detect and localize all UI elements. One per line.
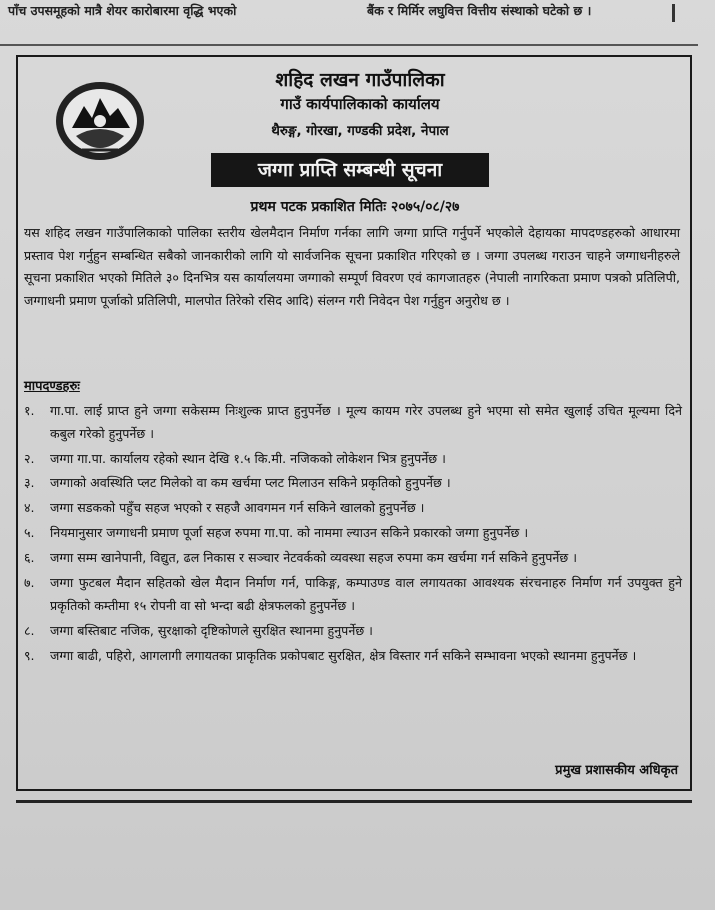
criteria-number: ३. bbox=[24, 475, 35, 491]
previous-article-strip bbox=[0, 0, 715, 34]
criteria-list bbox=[24, 400, 682, 669]
municipality-name: शहिद लखन गाउँपालिका bbox=[275, 69, 445, 91]
nepal-emblem-icon bbox=[52, 78, 148, 164]
criteria-item bbox=[24, 645, 682, 668]
criteria-text: नियमानुसार जग्गाधनी प्रमाण पूर्जा सहज रुपमा गा.पा. को नाममा ल्याउन सकिने प्रकारको जग्गा हुनुपर्नेछ । bbox=[50, 525, 529, 541]
notice-title: जग्गा प्राप्ति सम्बन्धी सूचना bbox=[211, 153, 489, 187]
criteria-number: २. bbox=[24, 450, 35, 466]
criteria-text: जग्गा गा.पा. कार्यालय रहेको स्थान देखि १.५ कि.मी. नजिकको लोकेशन भित्र हुनुपर्नेछ । bbox=[50, 450, 446, 466]
criteria-heading: मापदण्डहरुः bbox=[24, 379, 80, 394]
criteria-number: ५. bbox=[24, 525, 35, 541]
criteria-item bbox=[24, 522, 682, 545]
criteria-text: गा.पा. लाई प्राप्त हुने जग्गा सकेसम्म निःशुल्क प्राप्त हुनुपर्नेछ । मूल्य कायम गरेर उपलब्ध हुने भएमा सो समेत खुलाई उचित मूल्यमा दिने कबुल गरेको हुनुपर्नेछ । bbox=[50, 403, 682, 441]
criteria-text: जग्गा बाढी, पहिरो, आगलागी लगायतका प्राकृतिक प्रकोपबाट सुरक्षित, क्षेत्र विस्तार गर्न सकिने सम्भावना भएको स्थानमा हुनुपर्नेछ । bbox=[50, 647, 637, 663]
previous-article-text-left: पाँच उपसमूहको मात्रै शेयर कारोबारमा वृद्धि भएको bbox=[8, 3, 237, 18]
notice-body: यस शहिद लखन गाउँपालिकाको पालिका स्तरीय खेलमैदान निर्माण गर्नका लागि जग्गा प्राप्ति गर्नुपर्ने भएकोले देहायका मापदण्डहरुको आधारमा प्रस्ताव पेश गर्नुहुन सम्बन्धित सबैको जानकारीको लागि यो सार्वजनिक सूचना प्रकाशित गरिएको छ । जग्गा उपलब्ध गराउन चाहने जग्गाधनीहरुले सूचना प्रकाशित भएको मितिले ३० दिनभित्र यस कार्यालयमा जग्गाको सम्पूर्ण विवरण एवं कागजातहरु (नेपाली नागरिकता प्रमाण पत्रको प्रतिलिपी, जग्गाधनी प्रमाण पूर्जाको प्रतिलिपी, मालपोत तिरेको रसिद आदि) संलग्न गरी निवेदन पेश गर्नुहुन अनुरोध छ । bbox=[24, 225, 680, 309]
criteria-item bbox=[24, 572, 682, 617]
criteria-number: ७. bbox=[24, 575, 35, 591]
signoff: प्रमुख प्रशासकीय अधिकृत bbox=[555, 763, 678, 778]
office-address: थैरुङ्ग, गोरखा, गण्डकी प्रदेश, नेपाल bbox=[271, 123, 449, 139]
previous-article-text-right: बैंक र मिर्मिर लघुवित्त वित्तीय संस्थाको घटेको छ । bbox=[367, 3, 592, 18]
criteria-item bbox=[24, 400, 682, 445]
criteria-text: जग्गाको अवस्थिति प्लट मिलेको वा कम खर्चमा प्लट मिलाउन सकिने प्रकृतिको हुनुपर्नेछ । bbox=[50, 475, 451, 491]
criteria-number: ९. bbox=[24, 647, 35, 663]
criteria-item bbox=[24, 547, 682, 570]
publication-date: प्रथम पटक प्रकाशित मितिः २०७५/०८/२७ bbox=[250, 199, 460, 215]
criteria-item bbox=[24, 472, 682, 495]
bottom-divider bbox=[16, 800, 692, 803]
office-name: गाउँ कार्यपालिकाको कार्यालय bbox=[280, 95, 440, 113]
criteria-item bbox=[24, 497, 682, 520]
top-divider bbox=[0, 44, 698, 46]
criteria-number: ८. bbox=[24, 622, 35, 638]
criteria-text: जग्गा बस्तिबाट नजिक, सुरक्षाको दृष्टिकोणले सुरक्षित स्थानमा हुनुपर्नेछ । bbox=[50, 622, 373, 638]
criteria-text: जग्गा सडकको पहुँच सहज भएको र सहजै आवगमन गर्न सकिने खालको हुनुपर्नेछ । bbox=[50, 500, 425, 516]
column-marker bbox=[672, 4, 675, 22]
criteria-item bbox=[24, 620, 682, 643]
criteria-text: जग्गा फुटबल मैदान सहितको खेल मैदान निर्माण गर्न, पाकिङ्ग, कम्पाउण्ड वाल लगायतका आवश्यक संरचनाहरु निर्माण गर्न उपयुक्त हुने प्रकृतिको कम्तीमा १५ रोपनी वा सो भन्दा बढी क्षेत्रफलको हुनुपर्नेछ । bbox=[50, 575, 682, 613]
criteria-number: ४. bbox=[24, 500, 35, 516]
criteria-number: ६. bbox=[24, 550, 35, 566]
criteria-item bbox=[24, 448, 682, 471]
criteria-text: जग्गा सम्म खानेपानी, विद्युत, ढल निकास र सञ्चार नेटवर्कको व्यवस्था सहज रुपमा कम खर्चमा गर्न सकिने हुनुपर्नेछ । bbox=[50, 550, 578, 566]
criteria-number: १. bbox=[24, 403, 35, 418]
